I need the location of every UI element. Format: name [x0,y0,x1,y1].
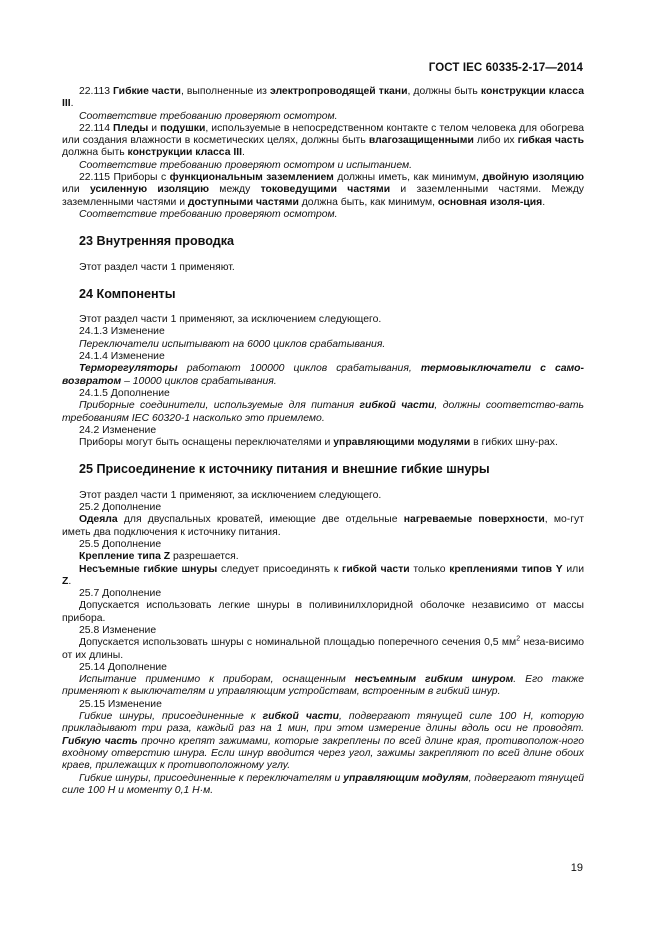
text: или [62,184,90,196]
clause-text [62,514,584,539]
term: Гибкие части [113,86,181,97]
term: управляющими модулями [333,437,471,449]
text: должны иметь, как минимум, [333,172,483,184]
text: между [209,184,261,196]
document-body [62,86,584,797]
compliance-note: Соответствие требованию проверяют осмотром. [79,110,338,122]
text: . [542,196,546,208]
superscript: 2 [516,635,521,643]
text: должна быть, как минимум, [298,196,438,208]
clause-text [62,363,584,388]
term: токоведущими частями [260,184,391,196]
clause-text [62,637,584,662]
clause-heading: 25.5 Дополнение [79,538,162,550]
term: конструкции класса III [62,86,584,110]
clause-number: 22.115 Приборы с [79,172,170,184]
term: нагреваемые поверхности [403,514,545,526]
term: несъемным гибким шнуром [354,674,514,686]
clause-text [62,674,584,699]
term: конструкции класса III [127,147,243,159]
text: , подвергают тянущей силе 100 Н и моменту 0,1 Н·м. [62,772,584,796]
text: , выполненные из [180,86,270,97]
clause-22-114 [62,123,584,160]
text: следует присоединять к [217,563,342,575]
section-text: Этот раздел части 1 применяют. [79,261,235,273]
term: креплениями типов Y [449,563,563,575]
text: . [70,98,74,110]
clause-heading: 24.1.5 Дополнение [79,387,170,399]
text: только [409,563,450,575]
text: , используемые в непосредственном контакте с телом человека для обогрева или создания влажности в косметических целях, должны быть [62,122,585,147]
text: , должны быть [407,86,481,97]
term: Одеяла [79,514,118,526]
term: гибкой части [342,563,410,575]
term: гибкой части [262,711,340,723]
clause-heading: 24.2 Изменение [79,424,157,436]
clause-heading: 25.2 Дополнение [79,502,162,514]
term: Z [62,575,69,587]
clause-text [62,711,584,772]
term: гибкой части [359,400,435,412]
text: Испытание применимо к приборам, оснащенным [79,674,355,686]
term: влагозащищенными [368,135,474,147]
clause-text [62,551,584,563]
clause-text [62,400,584,425]
text: и заземленными частями. Между заземленными частями и [62,184,584,208]
text: , мо-гут иметь два подключения к источнику питания. [62,514,585,538]
text: и [148,122,161,134]
term: Несъемные гибкие шнуры [79,563,218,575]
document-header: ГОСТ IEC 60335-2-17—2014 [428,62,583,74]
term: термовыключатели с само-возвратом [62,363,584,387]
text: или [562,563,584,575]
text: либо их [473,135,518,147]
clause-text [62,564,584,589]
clause-heading: 25.14 Дополнение [79,661,167,673]
term: двойную изоляцию [482,172,585,184]
term: Терморегуляторы [79,363,178,375]
text: . Его также применяют к выключателям и управляющим устройствам, встроенным в гибкий шнур. [62,674,584,698]
text: прочно крепят зажимами, которые закреплены по всей длине края, противополож-ного входному отверстию шнура. Если шнур вводится через угол, зажимы закрепляют по всей длине обоих краев, прилежащих к противоположному углу. [62,735,584,772]
section-heading-24: 24 Компоненты [79,286,176,301]
text: Приборные соединители, используемые для питания [79,400,360,412]
clause-text [62,437,584,449]
text: в гибких шну-рах. [470,437,558,449]
text: должна быть [62,147,128,159]
text: неза-висимо от их длины. [62,637,584,661]
text: – 10000 циклов срабатывания. [121,375,277,387]
text: разрешается. [170,551,239,563]
section-intro: Этот раздел части 1 применяют, за исключением следующего. [79,489,382,501]
clause-heading: 24.1.3 Изменение [79,326,165,338]
text: Гибкие шнуры, присоединенные к переключателям и [79,772,344,784]
clause-heading: 25.8 Изменение [79,624,157,636]
term: Гибкую часть [62,735,138,747]
section-intro: Этот раздел части 1 применяют, за исключением следующего. [79,314,382,326]
term: доступными частями [187,196,299,208]
compliance-note: Соответствие требованию проверяют осмотром и испытанием. [79,159,413,171]
term: функциональным заземлением [169,172,334,184]
clause-text: Допускается использовать легкие шнуры в поливинилхлоридной оболочке независимо от массы прибора. [62,600,584,624]
term: основная изоля-ция [437,196,543,208]
page-number: 19 [570,862,583,874]
text: , подвергают тянущей силе 100 Н, которую прикладывают три раза, каждый раз на 1 мин, при этом измерение длины вдоль оси не проводят. [62,711,584,735]
clause-heading: 24.1.4 Изменение [79,351,165,363]
term: гибкая часть [517,135,584,147]
clause-22-115 [62,172,584,209]
section-heading-23: 23 Внутренняя проводка [79,234,235,249]
text: для двуспальных кроватей, имеющие две отдельные [117,514,404,526]
term: усиленную изоляцию [89,184,210,196]
clause-text: Переключатели испытывают на 6000 циклов срабатывания. [79,338,386,350]
text: Приборы могут быть оснащены переключателями и [79,437,334,449]
term: электропроводящей ткани [269,86,408,97]
compliance-note: Соответствие требованию проверяют осмотром. [79,208,338,220]
clause-number: 22.114 [79,122,114,134]
text: Допускается использовать шнуры с номинальной площадью поперечного сечения 0,5 мм [79,637,517,649]
term: подушки [160,122,206,134]
text: . [68,575,72,587]
clause-text [62,773,584,798]
text: работают 100000 циклов срабатывания, [177,363,421,375]
term: Пледы [113,122,149,134]
clause-22-113 [62,86,584,111]
term: Крепление типа Z [79,551,171,563]
clause-number: 22.113 [79,86,114,97]
text: . [242,147,245,159]
text: , должны соответство-вать требованиям IEC 60320-1 насколько это приемлемо. [62,400,585,424]
section-heading-25: 25 Присоединение к источнику питания и внешние гибкие шнуры [79,462,490,477]
text: Гибкие шнуры, присоединенные к [79,711,263,723]
clause-heading: 25.15 Изменение [79,698,162,710]
clause-heading: 25.7 Дополнение [79,588,162,600]
term: управляющим модулям [343,772,469,784]
